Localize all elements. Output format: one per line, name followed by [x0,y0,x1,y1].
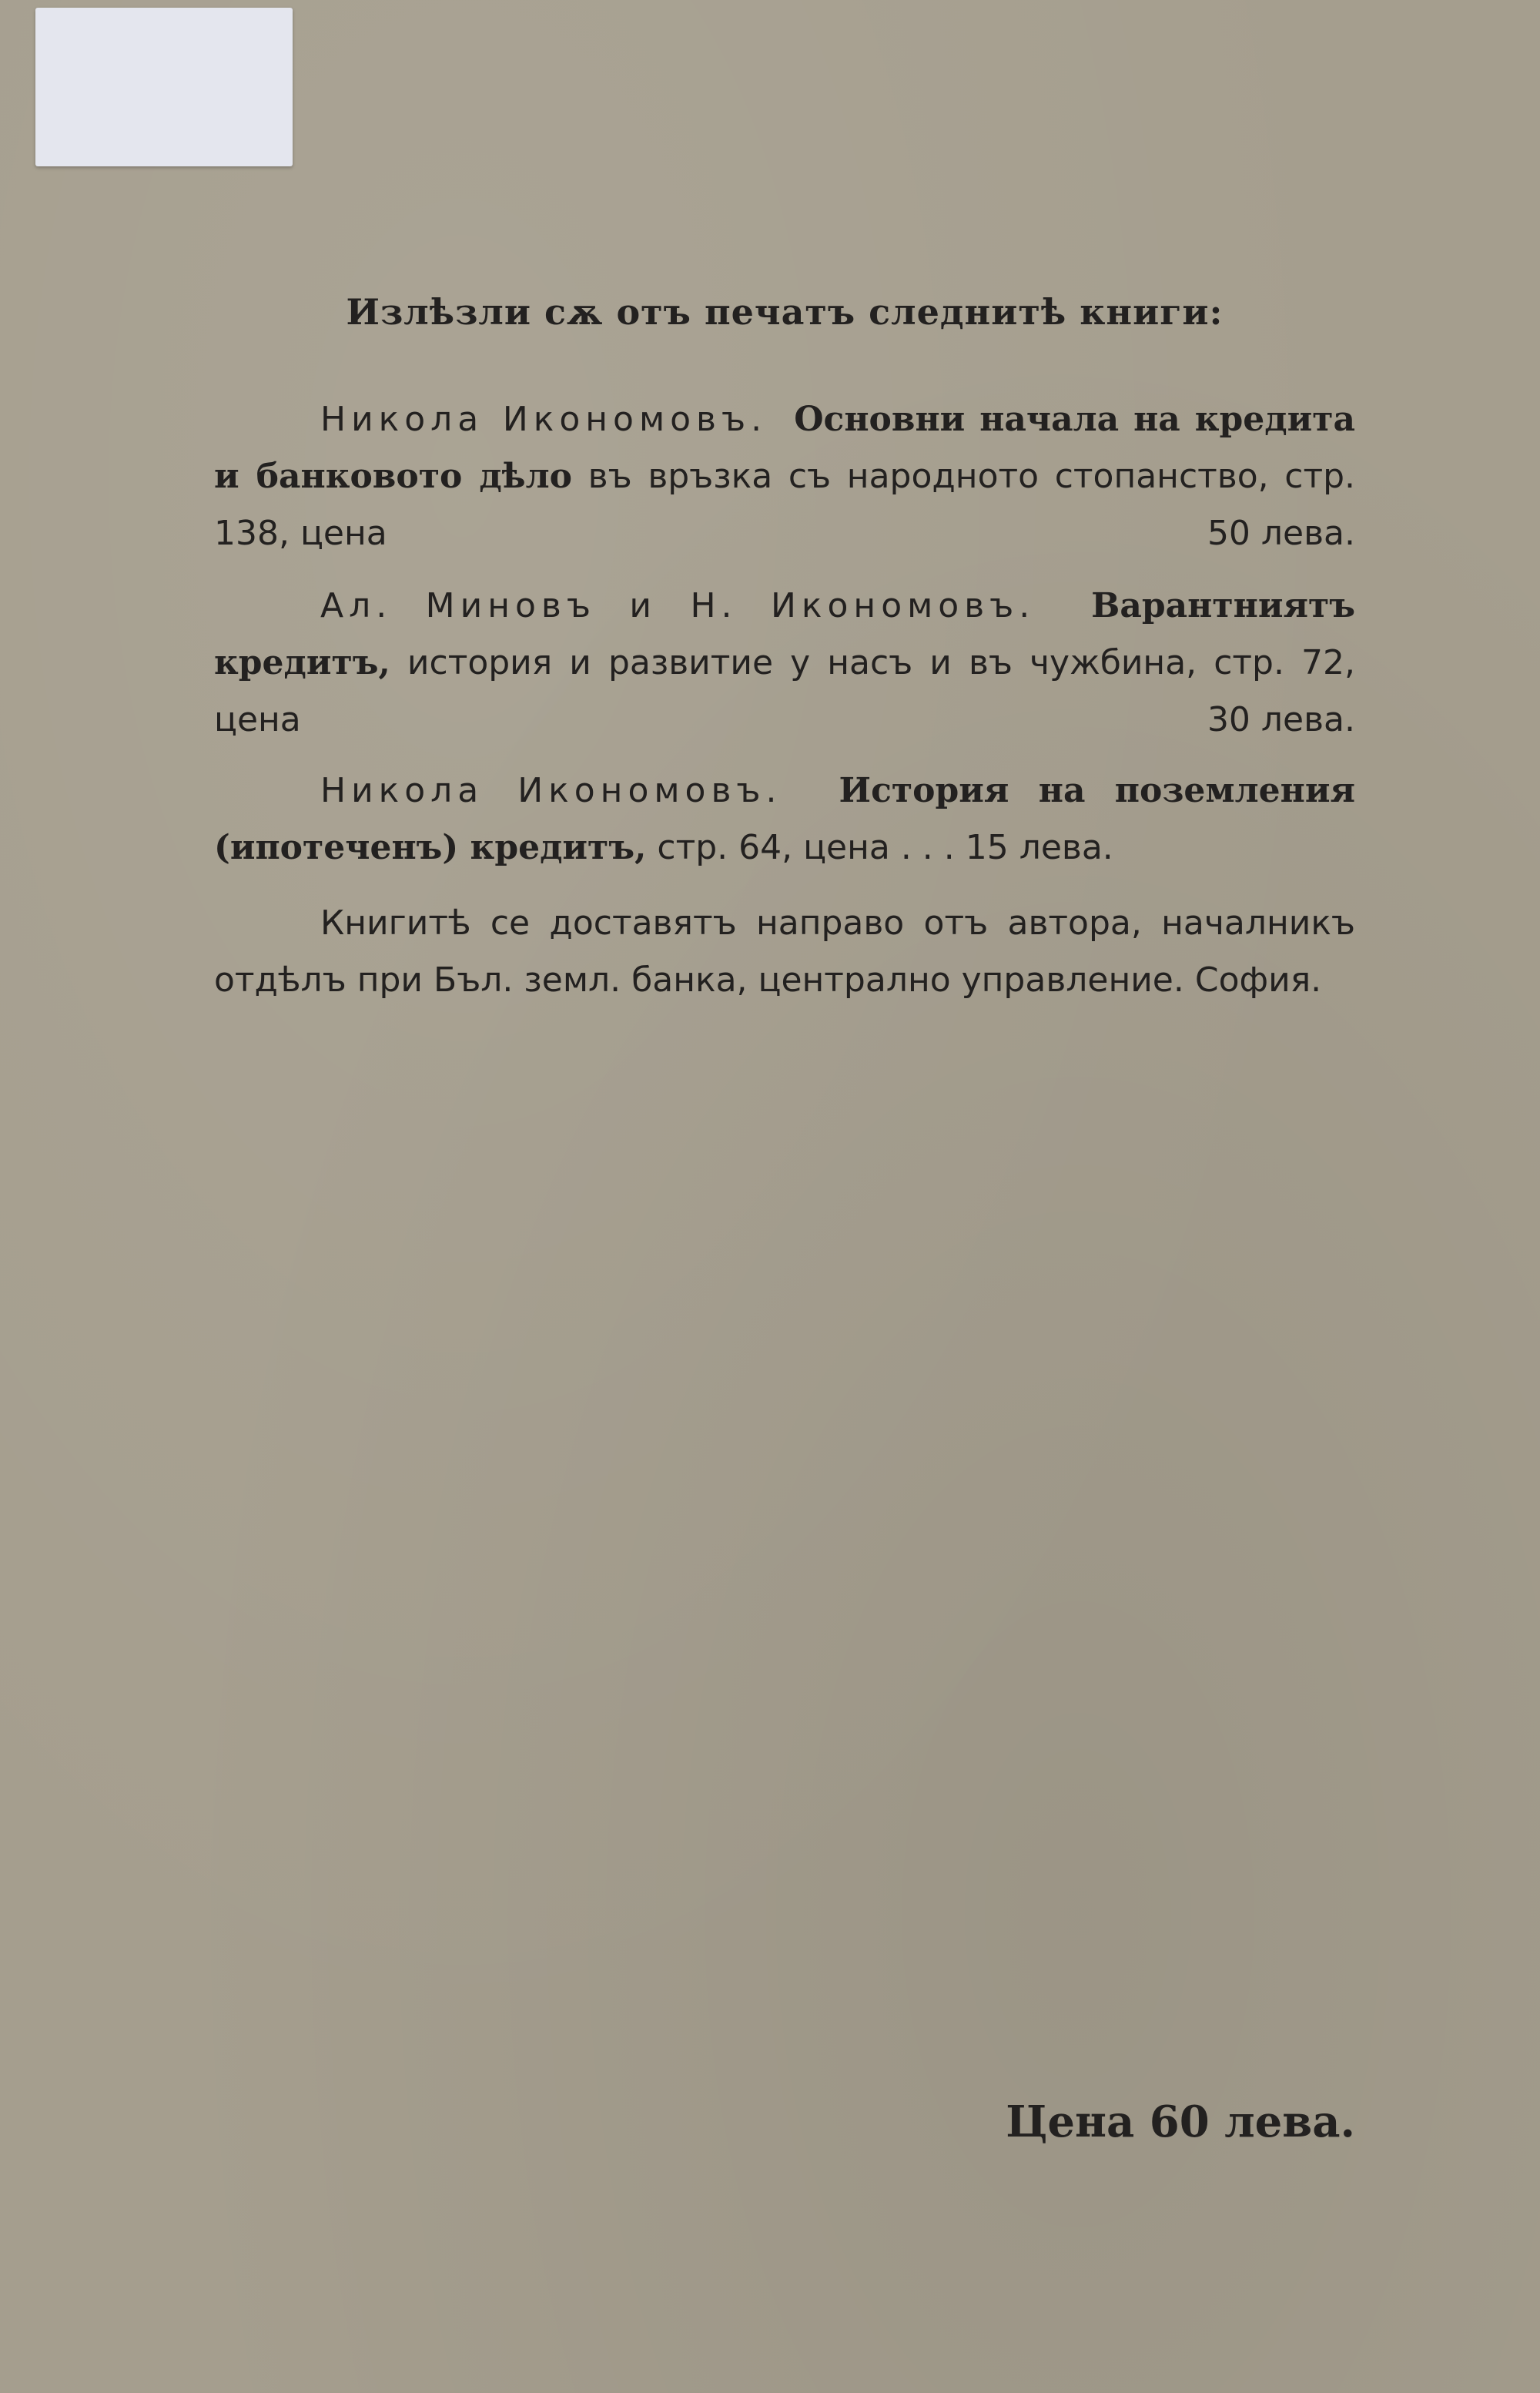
book-1-description: въ връзка съ народното стопанство, стр. 138, цена [214,457,1355,553]
book-2-price-line [214,692,1355,749]
book-1-price-line [214,505,1355,562]
delivery-note [214,895,1355,1009]
library-label-sticker [35,8,293,166]
book-2-description: история и развитие у насъ и въ чужбина, стр. 72, цена [214,643,1355,739]
book-1-price: 50 лева. [1207,514,1355,553]
book-2-price: 30 лева. [1207,700,1355,739]
book-2-title: Варантниятъ кредитъ, [214,586,1355,682]
book-1-title: Основни начала на кредита и банковото дѣло [214,400,1355,496]
book-entry-3: Никола Икономовъ. История на поземления (ипотеченъ) кредитъ, стр. 64, цена . . . 15 лева. [214,771,1355,867]
book-2-author: Ал. Миновъ и Н. Икономовъ. [320,586,1036,625]
book-1-author: Никола Икономовъ. [320,400,768,439]
published-books-heading: Излѣзли сѫ отъ печатъ следнитѣ книги: [346,291,1224,333]
book-3-author: Никола Икономовъ. [320,771,782,810]
cover-price: Цена 60 лева. [1006,2096,1355,2147]
book-3-price: 15 лева. [965,828,1113,867]
delivery-note-text: Книгитѣ се доставятъ направо отъ автора, началникъ отдѣлъ при Бъл. земл. банка, централно управление. София. [214,903,1355,1000]
book-3-title: История на поземления (ипотеченъ) кредитъ, [214,771,1355,867]
book-3-description: стр. 64, цена [657,828,890,867]
